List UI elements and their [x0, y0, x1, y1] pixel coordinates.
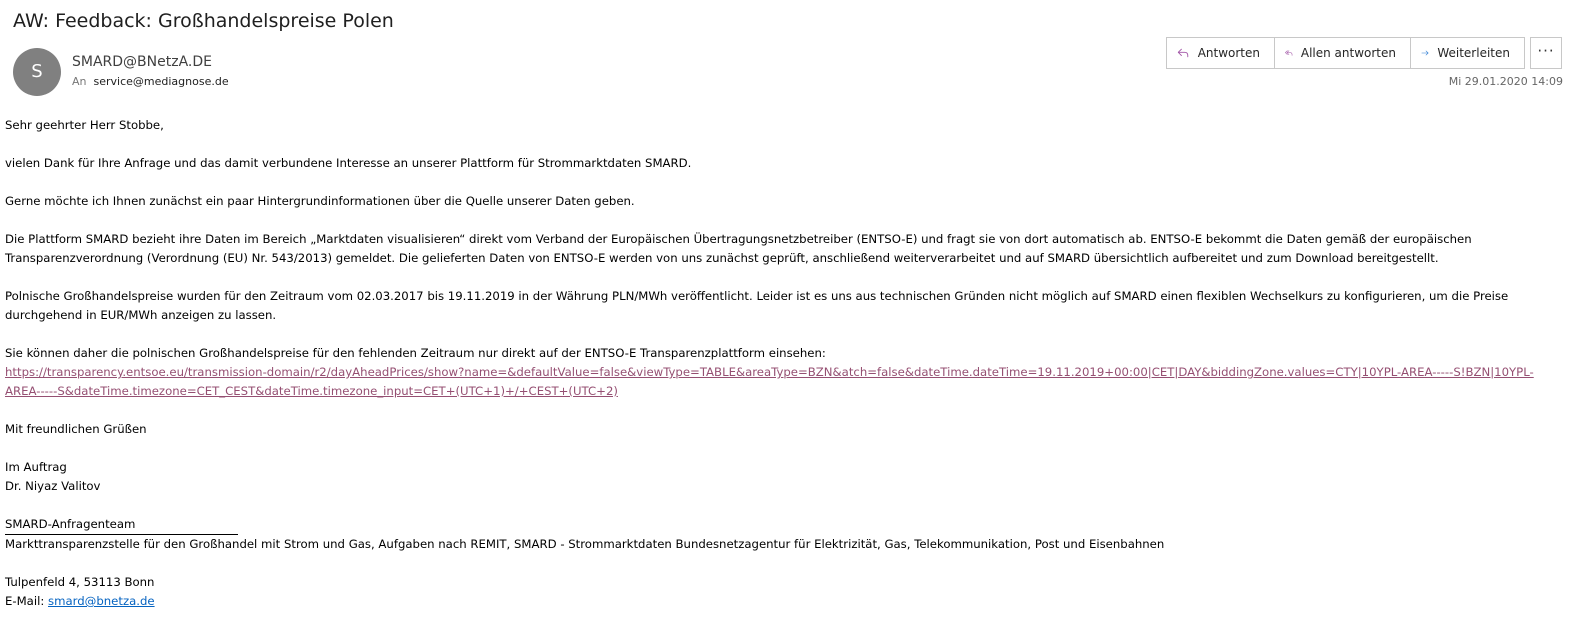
contact-email-link[interactable]: smard@bnetza.de [48, 594, 155, 608]
more-actions-button[interactable]: ··· [1530, 37, 1562, 69]
signature-on-behalf: Im Auftrag [5, 460, 67, 474]
reply-all-label: Allen antworten [1300, 46, 1396, 60]
recipient-label: An [72, 75, 87, 88]
paragraph-entsoe-link [5, 344, 1565, 401]
greeting: Sehr geehrter Herr Stobbe, [5, 118, 164, 132]
reply-all-icon [1285, 45, 1293, 61]
received-date: Mi 29.01.2020 14:09 [1448, 75, 1563, 88]
email-label: E-Mail: [5, 594, 48, 608]
reply-all-button[interactable] [1275, 38, 1411, 68]
signature-block [5, 458, 1565, 496]
message-body [5, 116, 1565, 611]
team-name: SMARD-Anfragenteam [5, 517, 136, 531]
paragraph-polish-prices: Polnische Großhandelspreise wurden für den Zeitraum vom 02.03.2017 bis 19.11.2019 in der Währung PLN/MWh veröffentlicht. Leider ist es uns aus technischen Gründen nicht möglich auf SMARD einen flexiblen Wechselkurs zu konfigurieren, um die Preise durchgehend in EUR/MWh anzeigen zu lassen. [5, 289, 1509, 322]
message-actions [1166, 37, 1525, 69]
organization-line: Markttransparenzstelle für den Großhandel mit Strom und Gas, Aufgaben nach REMIT, SMARD - Strommarktdaten Bundesnetzagentur für Elektrizität, Gas, Telekommunikation, Post und Eisenbahnen [5, 537, 1165, 551]
avatar[interactable]: S [13, 48, 61, 96]
signature-name: Dr. Niyaz Valitov [5, 479, 101, 493]
entsoe-intro-text: Sie können daher die polnischen Großhandelspreise für den fehlenden Zeitraum nur direkt auf der ENTSO-E Transparenzplattform einsehen: [5, 346, 826, 360]
forward-button[interactable] [1411, 38, 1524, 68]
reply-icon [1177, 45, 1190, 61]
paragraph-thanks: vielen Dank für Ihre Anfrage und das damit verbundene Interesse an unserer Plattform für Strommarktdaten SMARD. [5, 156, 692, 170]
email-subject: AW: Feedback: Großhandelspreise Polen [13, 10, 394, 32]
paragraph-background: Gerne möchte ich Ihnen zunächst ein paar Hintergrundinformationen über die Quelle unserer Daten geben. [5, 194, 635, 208]
address-line: Tulpenfeld 4, 53113 Bonn [5, 575, 155, 589]
reply-button[interactable] [1167, 38, 1275, 68]
sender-name[interactable]: SMARD@BNetzA.DE [72, 54, 212, 70]
closing: Mit freundlichen Grüßen [5, 422, 147, 436]
reply-label: Antworten [1197, 46, 1260, 60]
paragraph-data-source: Die Plattform SMARD bezieht ihre Daten im Bereich „Marktdaten visualisieren“ direkt vom Verband der Europäischen Übertragungsnetzbetreiber (ENTSO-E) und fragt sie von dort automatisch ab. ENTSO-E bekommt die Daten gemäß der europäischen Transparenzverordnung (Verordnung (EU) Nr. 543/2013) gemeldet. Die gelieferten Daten von ENTSO-E werden von uns zunächst geprüft, anschließend weiterverarbeitet und auf SMARD übersichtlich aufbereitet und zum Download bereitgestellt. [5, 232, 1472, 265]
forward-label: Weiterleiten [1437, 46, 1510, 60]
entsoe-transparency-link[interactable]: https://transparency.entsoe.eu/transmission-domain/r2/dayAheadPrices/show?name=&defaultValue=false&viewType=TABLE&areaType=BZN&atch=false&dateTime.dateTime=19.11.2019+00:00|CET|DAY&biddingZone.values=CTY|10YPL-AREA-----S!BZN|10YPL-AREA-----S&dateTime.timezone=CET_CEST&dateTime.timezone_input=CET+(UTC+1)+/+CEST+(UTC+2) [5, 365, 1534, 398]
recipient-address[interactable]: service@mediagnose.de [93, 75, 229, 88]
recipient-line [72, 74, 229, 89]
forward-arrow-icon [1421, 45, 1429, 61]
email-line [5, 592, 1565, 611]
